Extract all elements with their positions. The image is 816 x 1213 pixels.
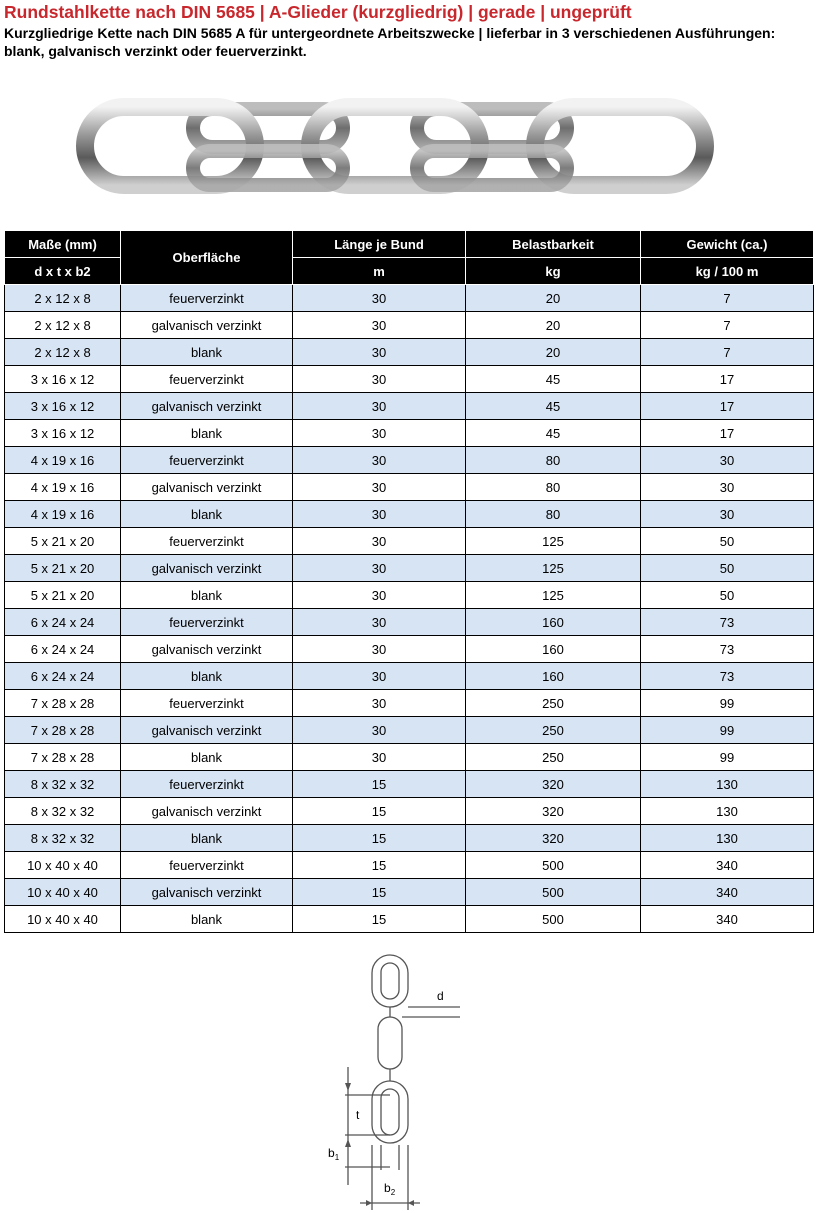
table-row [5,690,814,717]
cell-dimensions: 10 x 40 x 40 [5,852,121,879]
cell-load: 320 [466,798,641,825]
cell-surface: blank [121,663,293,690]
cell-load: 20 [466,339,641,366]
cell-surface: feuerverzinkt [121,447,293,474]
cell-length: 30 [293,717,466,744]
cell-load: 20 [466,312,641,339]
cell-dimensions: 4 x 19 x 16 [5,447,121,474]
cell-load: 125 [466,582,641,609]
table-row [5,609,814,636]
cell-surface: feuerverzinkt [121,285,293,312]
cell-load: 45 [466,393,641,420]
cell-surface: feuerverzinkt [121,771,293,798]
cell-length: 15 [293,852,466,879]
chain-image [75,95,715,195]
table-row [5,798,814,825]
cell-surface: blank [121,501,293,528]
cell-surface: feuerverzinkt [121,366,293,393]
cell-weight: 17 [641,366,814,393]
cell-weight: 73 [641,663,814,690]
cell-surface: feuerverzinkt [121,528,293,555]
header-length: Länge je Bund [293,231,466,258]
cell-dimensions: 4 x 19 x 16 [5,501,121,528]
cell-length: 30 [293,609,466,636]
cell-length: 30 [293,744,466,771]
cell-length: 15 [293,879,466,906]
chain-dimension-diagram [320,945,480,1210]
table-row [5,312,814,339]
cell-load: 125 [466,555,641,582]
label-b2-sub: 2 [390,1188,396,1197]
cell-load: 500 [466,852,641,879]
cell-dimensions: 8 x 32 x 32 [5,798,121,825]
cell-surface: blank [121,906,293,933]
cell-weight: 340 [641,879,814,906]
cell-surface: blank [121,420,293,447]
cell-dimensions: 7 x 28 x 28 [5,744,121,771]
cell-surface: galvanisch verzinkt [121,474,293,501]
cell-dimensions: 2 x 12 x 8 [5,312,121,339]
table-body [5,285,814,933]
cell-weight: 30 [641,474,814,501]
cell-dimensions: 10 x 40 x 40 [5,879,121,906]
page-description: Kurzgliedrige Kette nach DIN 5685 A für untergeordnete Arbeitszwecke | lieferbar in 3 verschiedenen Ausführungen: blank, galvanisch verzinkt oder feuerverzinkt. [4,25,776,59]
cell-surface: galvanisch verzinkt [121,717,293,744]
cell-load: 160 [466,663,641,690]
cell-length: 15 [293,771,466,798]
cell-dimensions: 3 x 16 x 12 [5,420,121,447]
cell-weight: 50 [641,582,814,609]
page-title: Rundstahlkette nach DIN 5685 | A-Glieder (kurzgliedrig) | gerade | ungeprüft [4,2,632,22]
cell-weight: 340 [641,906,814,933]
label-t: t [356,1108,360,1122]
cell-weight: 30 [641,447,814,474]
table-row [5,744,814,771]
table-row [5,393,814,420]
cell-length: 15 [293,798,466,825]
cell-dimensions: 2 x 12 x 8 [5,285,121,312]
cell-surface: galvanisch verzinkt [121,393,293,420]
cell-length: 30 [293,285,466,312]
cell-length: 15 [293,906,466,933]
cell-surface: galvanisch verzinkt [121,636,293,663]
cell-weight: 17 [641,420,814,447]
table-row [5,906,814,933]
cell-load: 20 [466,285,641,312]
cell-load: 45 [466,366,641,393]
cell-weight: 50 [641,555,814,582]
cell-length: 30 [293,663,466,690]
table-row [5,366,814,393]
table-row [5,879,814,906]
table-row [5,852,814,879]
cell-length: 30 [293,636,466,663]
cell-dimensions: 5 x 21 x 20 [5,528,121,555]
cell-weight: 7 [641,285,814,312]
header-surface: Oberfläche [121,231,293,285]
cell-length: 30 [293,393,466,420]
cell-weight: 50 [641,528,814,555]
table-row [5,717,814,744]
cell-surface: feuerverzinkt [121,852,293,879]
table-row [5,420,814,447]
cell-load: 160 [466,636,641,663]
cell-load: 250 [466,690,641,717]
cell-dimensions: 6 x 24 x 24 [5,663,121,690]
cell-surface: galvanisch verzinkt [121,879,293,906]
cell-length: 30 [293,474,466,501]
table-row [5,474,814,501]
specification-table [4,230,814,933]
cell-dimensions: 4 x 19 x 16 [5,474,121,501]
cell-weight: 73 [641,636,814,663]
cell-load: 500 [466,906,641,933]
cell-load: 320 [466,825,641,852]
table-row [5,339,814,366]
header-weight: Gewicht (ca.) [641,231,814,258]
cell-load: 80 [466,447,641,474]
cell-load: 160 [466,609,641,636]
cell-dimensions: 5 x 21 x 20 [5,555,121,582]
cell-weight: 99 [641,717,814,744]
cell-dimensions: 7 x 28 x 28 [5,717,121,744]
cell-surface: blank [121,744,293,771]
table-row [5,663,814,690]
table-row [5,528,814,555]
table-header-row [5,231,814,258]
cell-weight: 130 [641,798,814,825]
cell-surface: feuerverzinkt [121,609,293,636]
cell-dimensions: 3 x 16 x 12 [5,366,121,393]
table-row [5,285,814,312]
cell-load: 80 [466,501,641,528]
cell-load: 250 [466,717,641,744]
cell-length: 30 [293,690,466,717]
cell-weight: 17 [641,393,814,420]
cell-dimensions: 8 x 32 x 32 [5,771,121,798]
table-row [5,447,814,474]
cell-dimensions: 5 x 21 x 20 [5,582,121,609]
cell-length: 30 [293,312,466,339]
cell-surface: galvanisch verzinkt [121,798,293,825]
cell-weight: 7 [641,339,814,366]
table-row [5,771,814,798]
cell-dimensions: 7 x 28 x 28 [5,690,121,717]
header-dimensions: Maße (mm) [5,231,121,258]
cell-load: 45 [466,420,641,447]
cell-length: 30 [293,582,466,609]
cell-weight: 99 [641,744,814,771]
cell-weight: 30 [641,501,814,528]
cell-load: 320 [466,771,641,798]
cell-length: 30 [293,447,466,474]
table-row [5,636,814,663]
cell-length: 30 [293,501,466,528]
table-row [5,501,814,528]
cell-dimensions: 3 x 16 x 12 [5,393,121,420]
cell-length: 30 [293,420,466,447]
cell-surface: galvanisch verzinkt [121,312,293,339]
label-b1-sub: 1 [334,1153,340,1162]
cell-weight: 73 [641,609,814,636]
header-load: Belastbarkeit [466,231,641,258]
cell-length: 30 [293,555,466,582]
cell-weight: 7 [641,312,814,339]
cell-load: 125 [466,528,641,555]
cell-dimensions: 6 x 24 x 24 [5,609,121,636]
cell-weight: 130 [641,771,814,798]
header-dimensions-unit: d x t x b2 [5,258,121,285]
cell-length: 30 [293,528,466,555]
svg-text:b2 [384,1181,396,1197]
cell-length: 30 [293,339,466,366]
cell-length: 30 [293,366,466,393]
cell-load: 500 [466,879,641,906]
header-length-unit: m [293,258,466,285]
cell-surface: feuerverzinkt [121,690,293,717]
table-row [5,555,814,582]
cell-weight: 340 [641,852,814,879]
cell-surface: blank [121,825,293,852]
label-d: d [437,989,444,1003]
header-weight-unit: kg / 100 m [641,258,814,285]
table-row [5,582,814,609]
label-b1: b [328,1146,335,1160]
cell-length: 15 [293,825,466,852]
cell-weight: 99 [641,690,814,717]
cell-weight: 130 [641,825,814,852]
cell-surface: galvanisch verzinkt [121,555,293,582]
cell-dimensions: 8 x 32 x 32 [5,825,121,852]
cell-dimensions: 2 x 12 x 8 [5,339,121,366]
cell-surface: blank [121,339,293,366]
header-load-unit: kg [466,258,641,285]
cell-load: 80 [466,474,641,501]
cell-surface: blank [121,582,293,609]
cell-dimensions: 10 x 40 x 40 [5,906,121,933]
cell-load: 250 [466,744,641,771]
label-b2: b [384,1181,391,1195]
table-row [5,825,814,852]
svg-text:b1 [328,1146,340,1162]
cell-dimensions: 6 x 24 x 24 [5,636,121,663]
